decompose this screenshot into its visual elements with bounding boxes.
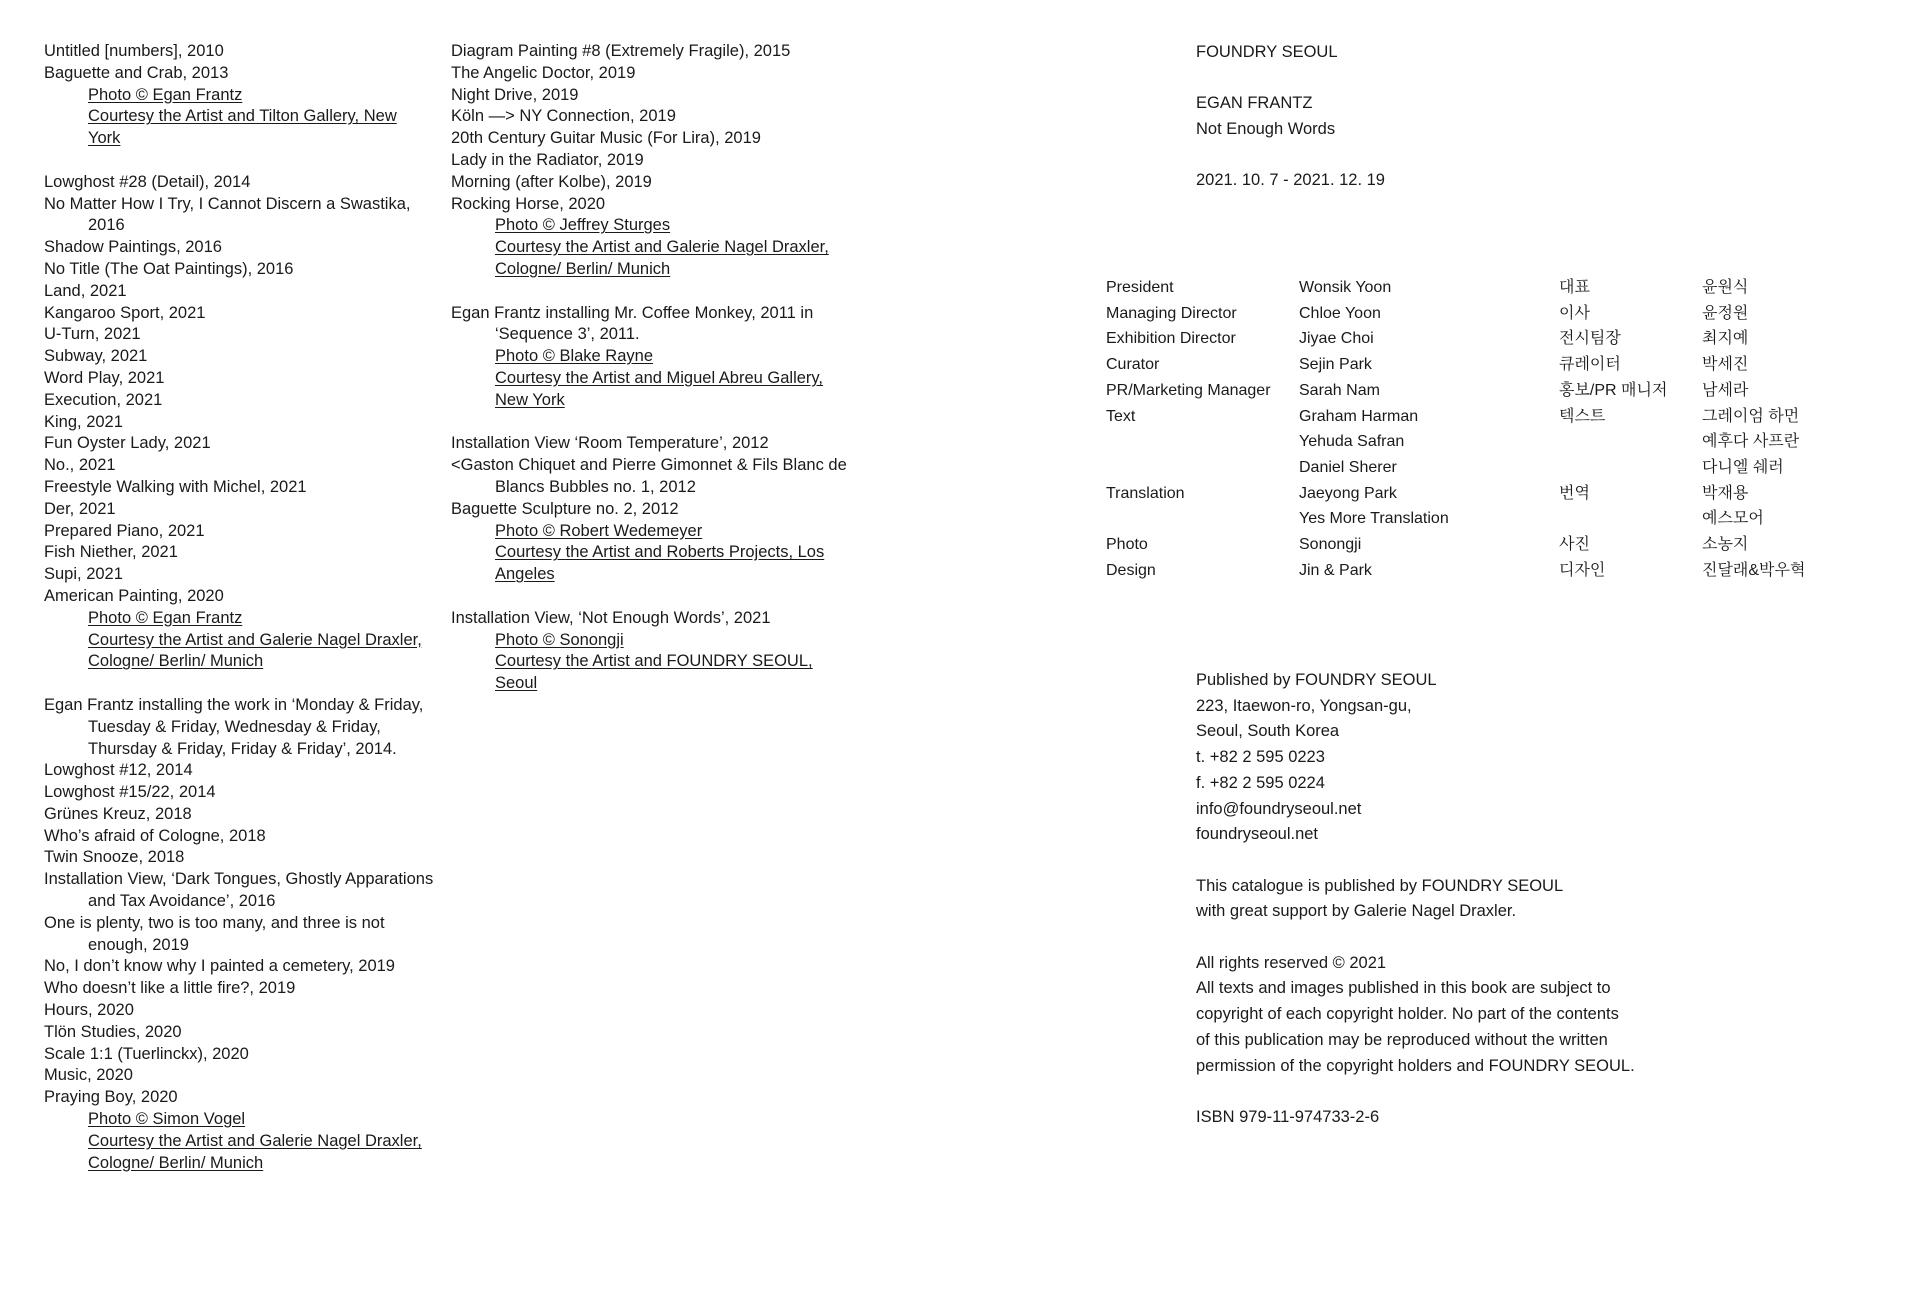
credit-group — [44, 695, 439, 1175]
staff-row — [1106, 532, 1805, 558]
publisher-line: info@foundryseoul.net — [1196, 799, 1362, 818]
credit-text: Courtesy the Artist and Miguel Abreu Gallery, — [495, 368, 824, 387]
work-title: Installation View, ‘Not Enough Words’, 2021 — [451, 608, 771, 627]
work-title: Prepared Piano, 2021 — [44, 521, 205, 540]
photo-credit-line — [451, 564, 851, 586]
staff-role: Curator — [1106, 356, 1160, 374]
staff-role: President — [1106, 279, 1174, 296]
publisher-line: permission of the copyright holders and FOUNDRY SEOUL. — [1196, 1056, 1635, 1075]
staff-name: Sonongji — [1299, 536, 1362, 554]
work-title: Who doesn’t like a little fire?, 2019 — [44, 979, 296, 998]
work-title: Köln —> NY Connection, 2019 — [451, 107, 676, 126]
photo-credit-line — [451, 521, 851, 543]
staff-row — [1106, 378, 1805, 404]
credit-group — [44, 41, 439, 150]
photo-credit-line — [44, 128, 439, 150]
work-title: Praying Boy, 2020 — [44, 1088, 178, 1107]
photo-credit-line — [44, 85, 439, 107]
photo-credit-line — [451, 259, 851, 281]
staff-row — [1106, 481, 1805, 507]
staff-role-korean: 사진 — [1559, 536, 1590, 554]
exhibition-dates: 2021. 10. 7 - 2021. 12. 19 — [1196, 171, 1385, 189]
credit-group — [451, 303, 851, 412]
staff-role: Exhibition Director — [1106, 330, 1236, 348]
photo-credit-line — [451, 673, 851, 695]
staff-role-korean — [1559, 455, 1702, 481]
credit-text: Photo © Jeffrey Sturges — [495, 216, 671, 235]
work-title: Twin Snooze, 2018 — [44, 848, 185, 867]
photo-credit-line — [451, 390, 851, 412]
credit-text: Cologne/ Berlin/ Munich — [88, 1153, 264, 1172]
photo-credit-line — [451, 630, 851, 652]
photo-credit-line — [451, 542, 851, 564]
work-title: Lowghost #28 (Detail), 2014 — [44, 172, 251, 191]
publisher-address — [1196, 668, 1676, 848]
staff-role — [1106, 455, 1299, 481]
credit-text: Photo © Egan Frantz — [88, 85, 243, 104]
publisher-line: Seoul, South Korea — [1196, 722, 1340, 741]
staff-role-korean: 대표 — [1559, 279, 1590, 296]
staff-row — [1106, 455, 1805, 481]
staff-credits-table — [1106, 275, 1805, 583]
staff-name: Sejin Park — [1299, 356, 1372, 374]
staff-role-korean: 큐레이터 — [1559, 356, 1621, 374]
work-title: Shadow Paintings, 2016 — [44, 238, 222, 257]
work-title: Morning (after Kolbe), 2019 — [451, 172, 652, 191]
work-title: Subway, 2021 — [44, 347, 148, 366]
photo-credit-line — [44, 630, 439, 652]
isbn: ISBN 979-11-974733-2-6 — [1196, 1107, 1380, 1126]
work-title: Lowghost #15/22, 2014 — [44, 783, 216, 802]
work-title: Installation View, ‘Dark Tongues, Ghostly Apparations and Tax Avoidance’, 2016 — [44, 870, 434, 911]
staff-row — [1106, 301, 1805, 327]
credit-text: Cologne/ Berlin/ Munich — [88, 652, 264, 671]
photo-credit-line — [451, 368, 851, 390]
work-title: Word Play, 2021 — [44, 368, 165, 387]
staff-name-korean: 진달래&박우혁 — [1702, 561, 1806, 579]
publisher-line: copyright of each copyright holder. No part of the contents — [1196, 1005, 1619, 1024]
exhibition-title: Not Enough Words — [1196, 120, 1336, 138]
staff-name: Jaeyong Park — [1299, 484, 1397, 502]
staff-role: Translation — [1106, 484, 1185, 502]
work-title: American Painting, 2020 — [44, 586, 224, 605]
work-title: Music, 2020 — [44, 1066, 133, 1085]
staff-name-korean: 소농지 — [1702, 536, 1749, 554]
credit-text: Cologne/ Berlin/ Munich — [495, 259, 671, 278]
staff-row — [1106, 404, 1805, 430]
credit-text: Photo © Sonongji — [495, 630, 624, 649]
staff-role: Text — [1106, 407, 1136, 425]
credit-group — [451, 41, 851, 281]
staff-name-korean: 남세라 — [1702, 381, 1749, 399]
publisher-line: t. +82 2 595 0223 — [1196, 748, 1325, 767]
work-title: No Title (The Oat Paintings), 2016 — [44, 259, 294, 278]
publisher-line: This catalogue is published by FOUNDRY SEOUL — [1196, 876, 1564, 895]
staff-name-korean: 예후다 사프란 — [1702, 433, 1800, 451]
photo-credit-line — [44, 651, 439, 673]
work-title: Hours, 2020 — [44, 1001, 134, 1020]
work-title: Fish Niether, 2021 — [44, 543, 178, 562]
staff-role-korean: 전시팀장 — [1559, 330, 1621, 348]
photo-credit-line — [44, 1131, 439, 1153]
credit-text: Courtesy the Artist and Galerie Nagel Draxler, — [495, 238, 829, 257]
photo-credit-line — [44, 1153, 439, 1175]
credit-text: Courtesy the Artist and Galerie Nagel Draxler, — [88, 630, 422, 649]
work-title: Freestyle Walking with Michel, 2021 — [44, 477, 307, 496]
photo-credit-line — [44, 1109, 439, 1131]
staff-row — [1106, 558, 1805, 584]
credit-group — [44, 172, 439, 673]
image-credits-column-left — [44, 41, 439, 1196]
staff-role-korean: 텍스트 — [1559, 407, 1606, 425]
staff-name: Sarah Nam — [1299, 381, 1380, 399]
support-note — [1196, 874, 1676, 925]
work-title: Night Drive, 2019 — [451, 85, 579, 104]
work-title: Lady in the Radiator, 2019 — [451, 150, 644, 169]
staff-role — [1106, 429, 1299, 455]
staff-name: Wonsik Yoon — [1299, 279, 1392, 296]
venue-name: FOUNDRY SEOUL — [1196, 43, 1338, 61]
staff-role: Design — [1106, 561, 1156, 579]
work-title: The Angelic Doctor, 2019 — [451, 63, 636, 82]
staff-name-korean: 박세진 — [1702, 356, 1749, 374]
publisher-line: with great support by Galerie Nagel Draxler. — [1196, 902, 1517, 921]
work-title: No., 2021 — [44, 456, 116, 475]
work-title: U-Turn, 2021 — [44, 325, 141, 344]
work-title: Rocking Horse, 2020 — [451, 194, 606, 213]
staff-role-korean — [1559, 506, 1702, 532]
staff-name-korean: 윤정원 — [1702, 304, 1749, 322]
staff-name: Daniel Sherer — [1299, 458, 1397, 476]
work-title: King, 2021 — [44, 412, 123, 431]
work-title: Baguette and Crab, 2013 — [44, 63, 229, 82]
staff-row — [1106, 352, 1805, 378]
image-credits-column-middle — [451, 41, 851, 717]
staff-name: Yes More Translation — [1299, 510, 1449, 528]
work-title: Lowghost #12, 2014 — [44, 761, 193, 780]
credit-text: Courtesy the Artist and Roberts Projects, Los — [495, 543, 825, 562]
staff-role-korean — [1559, 429, 1702, 455]
publisher-line: 223, Itaewon-ro, Yongsan-gu, — [1196, 696, 1412, 715]
staff-role: Managing Director — [1106, 304, 1237, 322]
work-title: Kangaroo Sport, 2021 — [44, 303, 206, 322]
work-title: One is plenty, two is too many, and three is not enough, 2019 — [44, 913, 385, 954]
work-title: Baguette Sculpture no. 2, 2012 — [451, 499, 679, 518]
credit-text: New York — [495, 390, 565, 409]
credit-text: Photo © Simon Vogel — [88, 1110, 246, 1129]
photo-credit-line — [451, 651, 851, 673]
staff-name-korean: 윤원식 — [1702, 279, 1749, 296]
credit-text: Courtesy the Artist and Galerie Nagel Draxler, — [88, 1131, 422, 1150]
staff-name: Yehuda Safran — [1299, 433, 1405, 451]
staff-name: Chloe Yoon — [1299, 304, 1381, 322]
work-title: Fun Oyster Lady, 2021 — [44, 434, 211, 453]
photo-credit-line — [44, 608, 439, 630]
work-title: No, I don’t know why I painted a cemetery, 2019 — [44, 957, 395, 976]
credit-text: Photo © Egan Frantz — [88, 608, 243, 627]
staff-row — [1106, 506, 1805, 532]
work-title: Land, 2021 — [44, 281, 127, 300]
staff-name-korean: 박재용 — [1702, 484, 1749, 502]
staff-name-korean: 그레이엄 하먼 — [1702, 407, 1800, 425]
publisher-line: of this publication may be reproduced without the written — [1196, 1030, 1608, 1049]
credit-text: Courtesy the Artist and FOUNDRY SEOUL, — [495, 652, 813, 671]
work-title: Egan Frantz installing Mr. Coffee Monkey, 2011 in ‘Sequence 3’, 2011. — [451, 303, 814, 344]
work-title: No Matter How I Try, I Cannot Discern a Swastika, 2016 — [44, 194, 411, 235]
work-title: Installation View ‘Room Temperature’, 2012 — [451, 434, 769, 453]
photo-credit-line — [451, 215, 851, 237]
publisher-line: All rights reserved © 2021 — [1196, 953, 1387, 972]
photo-credit-line — [44, 106, 439, 128]
work-title: Supi, 2021 — [44, 565, 123, 584]
staff-role-korean: 번역 — [1559, 484, 1590, 502]
staff-role: PR/Marketing Manager — [1106, 381, 1271, 399]
publisher-line: All texts and images published in this book are subject to — [1196, 979, 1611, 998]
publisher-line: f. +82 2 595 0224 — [1196, 773, 1325, 792]
staff-row — [1106, 326, 1805, 352]
staff-name: Graham Harman — [1299, 407, 1419, 425]
staff-role-korean: 이사 — [1559, 304, 1590, 322]
staff-role — [1106, 506, 1299, 532]
work-title: Egan Frantz installing the work in ‘Monday & Friday, Tuesday & Friday, Wednesday & Friday, Thursday & Friday, Friday & Friday’, 2014. — [44, 695, 424, 758]
publisher-line: foundryseoul.net — [1196, 825, 1319, 844]
credit-group — [451, 608, 851, 695]
work-title: Untitled [numbers], 2010 — [44, 42, 224, 60]
work-title: 20th Century Guitar Music (For Lira), 2019 — [451, 129, 761, 148]
publisher-line: Published by FOUNDRY SEOUL — [1196, 671, 1437, 689]
staff-row — [1106, 275, 1805, 301]
copyright-notice — [1196, 951, 1676, 1080]
credit-group — [451, 433, 851, 586]
artist-name: EGAN FRANTZ — [1196, 94, 1313, 112]
staff-name: Jin & Park — [1299, 561, 1372, 579]
credit-text: Photo © Blake Rayne — [495, 347, 653, 366]
staff-role-korean: 홍보/PR 매니저 — [1559, 381, 1668, 399]
work-title: Der, 2021 — [44, 499, 116, 518]
photo-credit-line — [451, 237, 851, 259]
staff-row — [1106, 429, 1805, 455]
photo-credit-line — [451, 346, 851, 368]
staff-name-korean: 최지예 — [1702, 330, 1749, 348]
work-title: Tlön Studies, 2020 — [44, 1022, 182, 1041]
staff-role: Photo — [1106, 536, 1148, 554]
work-title: Execution, 2021 — [44, 390, 163, 409]
staff-name-korean: 예스모어 — [1702, 510, 1764, 528]
work-title: <Gaston Chiquet and Pierre Gimonnet & Fils Blanc de Blancs Bubbles no. 1, 2012 — [451, 456, 847, 496]
credit-text: Angeles — [495, 565, 555, 584]
work-title: Grünes Kreuz, 2018 — [44, 804, 192, 823]
staff-role-korean: 디자인 — [1559, 561, 1606, 579]
credit-text: Seoul — [495, 674, 538, 693]
publisher-info — [1196, 668, 1676, 1131]
credit-text: Courtesy the Artist and Tilton Gallery, New — [88, 107, 397, 126]
staff-name-korean: 다니엘 쉐러 — [1702, 458, 1784, 476]
work-title: Diagram Painting #8 (Extremely Fragile), 2015 — [451, 42, 791, 60]
credit-text: York — [88, 129, 121, 148]
work-title: Who’s afraid of Cologne, 2018 — [44, 826, 266, 845]
work-title: Scale 1:1 (Tuerlinckx), 2020 — [44, 1044, 249, 1063]
staff-name: Jiyae Choi — [1299, 330, 1374, 348]
credit-text: Photo © Robert Wedemeyer — [495, 521, 703, 540]
